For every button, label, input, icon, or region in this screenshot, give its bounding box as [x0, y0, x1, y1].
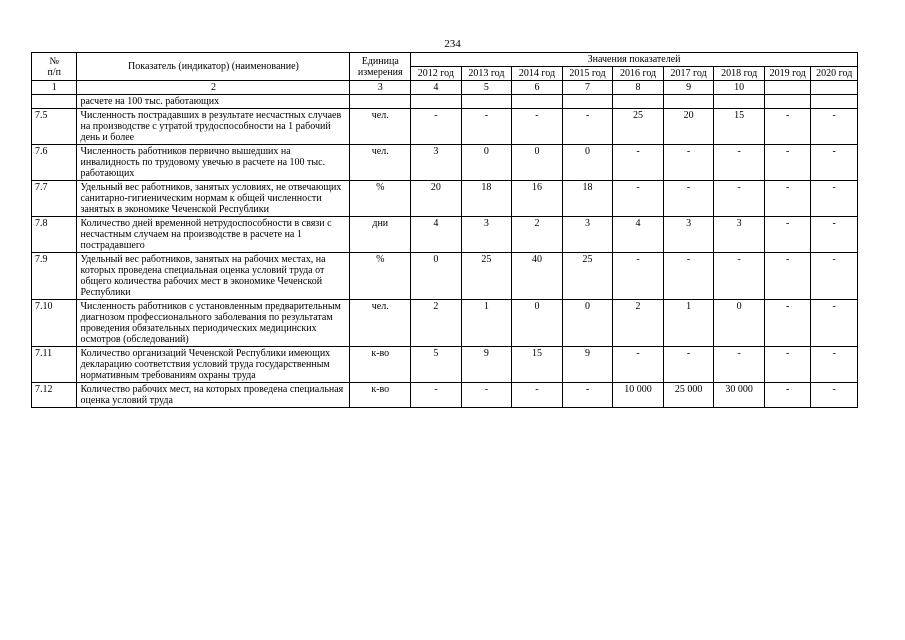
row-number: 7.12: [32, 383, 77, 408]
row-value: 0: [562, 145, 613, 181]
row-value: -: [613, 347, 664, 383]
column-number: 6: [512, 81, 563, 95]
column-number: 8: [613, 81, 664, 95]
row-value: 20: [663, 109, 714, 145]
row-value: -: [811, 217, 858, 253]
header-year: 2016 год: [613, 67, 664, 81]
column-number: 2: [77, 81, 350, 95]
table-row: [32, 145, 858, 181]
row-value: 25: [613, 109, 664, 145]
row-indicator-name: Численность пострадавших в результате несчастных случаев на производстве с утратой трудоспособности на 1 рабочий день и более: [77, 109, 350, 145]
row-unit: чел.: [350, 300, 411, 347]
header-year: 2020 год: [811, 67, 858, 81]
row-value: -: [764, 383, 811, 408]
row-value: -: [663, 145, 714, 181]
row-value: -: [562, 383, 613, 408]
indicators-table: [31, 52, 858, 408]
row-value: 25: [562, 253, 613, 300]
row-indicator-name: Удельный вес работников, занятых на рабочих местах, на которых проведена специальная оценка условий труда от общего количества рабочих мест в экономике Чеченской Республики: [77, 253, 350, 300]
row-value: 25: [461, 253, 512, 300]
row-value: -: [411, 109, 462, 145]
row-number: 7.6: [32, 145, 77, 181]
row-value: -: [764, 347, 811, 383]
column-number: [811, 81, 858, 95]
row-unit: к-во: [350, 383, 411, 408]
table-row: [32, 217, 858, 253]
row-value: -: [714, 145, 765, 181]
table-row: [32, 347, 858, 383]
row-number: 7.11: [32, 347, 77, 383]
row-value: 15: [512, 347, 563, 383]
row-value: -: [764, 300, 811, 347]
row-value: 18: [562, 181, 613, 217]
row-value: 30 000: [714, 383, 765, 408]
row-unit: чел.: [350, 109, 411, 145]
column-number: 1: [32, 81, 77, 95]
header-indicator: Показатель (индикатор) (наименование): [77, 53, 350, 81]
row-value: -: [811, 109, 858, 145]
header-unit: Единица измерения: [350, 53, 411, 81]
row-indicator-name: Удельный вес работников, занятых условиях, не отвечающих санитарно-гигиеническим нормам к общей численности занятых в экономике Чеченской Республики: [77, 181, 350, 217]
column-numbers-row: [32, 81, 858, 95]
row-indicator-name: Количество рабочих мест, на которых проведена специальная оценка условий труда: [77, 383, 350, 408]
row-value: -: [764, 217, 811, 253]
row-number: 7.9: [32, 253, 77, 300]
header-num: № п/п: [32, 53, 77, 81]
row-value: 0: [562, 300, 613, 347]
row-value: 3: [714, 217, 765, 253]
row-value: 4: [411, 217, 462, 253]
row-value: -: [811, 383, 858, 408]
row-value: -: [562, 109, 613, 145]
row-value: 16: [512, 181, 563, 217]
header-year: 2015 год: [562, 67, 613, 81]
row-value: 9: [562, 347, 613, 383]
row-value: 0: [461, 145, 512, 181]
row-value: 1: [663, 300, 714, 347]
table-row: [32, 181, 858, 217]
header-row-1: [32, 53, 858, 67]
column-number: 7: [562, 81, 613, 95]
header-year: 2019 год: [764, 67, 811, 81]
header-year: 2017 год: [663, 67, 714, 81]
column-number: [764, 81, 811, 95]
row-number: 7.10: [32, 300, 77, 347]
row-value: -: [613, 145, 664, 181]
row-value: 3: [411, 145, 462, 181]
table-row: [32, 109, 858, 145]
row-value: 0: [512, 145, 563, 181]
row-value: -: [714, 347, 765, 383]
row-value: -: [811, 181, 858, 217]
row-value: -: [811, 253, 858, 300]
row-value: -: [764, 181, 811, 217]
page-number: 234: [444, 38, 461, 50]
row-value: 2: [613, 300, 664, 347]
row-value: -: [764, 145, 811, 181]
row-unit: дни: [350, 217, 411, 253]
row-value: 9: [461, 347, 512, 383]
row-value: -: [811, 300, 858, 347]
row-value: 10 000: [613, 383, 664, 408]
row-value: 20: [411, 181, 462, 217]
header-year: 2014 год: [512, 67, 563, 81]
row-indicator-name: Численность работников с установленным предварительным диагнозом профессионального заболевания по результатам проведения обязательных периодических медицинских осмотров (обследований): [77, 300, 350, 347]
table-row: [32, 383, 858, 408]
row-value: 3: [461, 217, 512, 253]
row-value: -: [512, 383, 563, 408]
row-value: 18: [461, 181, 512, 217]
row-value: 0: [714, 300, 765, 347]
row-value: -: [461, 109, 512, 145]
continuation-text: расчете на 100 тыс. работающих: [77, 95, 350, 109]
row-value: -: [811, 347, 858, 383]
table-row: [32, 300, 858, 347]
row-value: 2: [411, 300, 462, 347]
continuation-row: [32, 95, 858, 109]
column-number: 9: [663, 81, 714, 95]
header-year: 2018 год: [714, 67, 765, 81]
row-value: -: [411, 383, 462, 408]
header-year: 2012 год: [411, 67, 462, 81]
table-row: [32, 253, 858, 300]
row-number: 7.5: [32, 109, 77, 145]
row-value: -: [663, 253, 714, 300]
row-value: 2: [512, 217, 563, 253]
row-value: 4: [613, 217, 664, 253]
row-value: -: [512, 109, 563, 145]
row-value: -: [613, 253, 664, 300]
row-value: 25 000: [663, 383, 714, 408]
row-value: -: [764, 109, 811, 145]
header-values-group: Значения показателей: [411, 53, 858, 67]
row-value: -: [663, 347, 714, 383]
row-number: 7.8: [32, 217, 77, 253]
row-unit: %: [350, 253, 411, 300]
column-number: 5: [461, 81, 512, 95]
column-number: 3: [350, 81, 411, 95]
column-number: 10: [714, 81, 765, 95]
row-unit: чел.: [350, 145, 411, 181]
row-unit: %: [350, 181, 411, 217]
header-year: 2013 год: [461, 67, 512, 81]
row-value: 1: [461, 300, 512, 347]
row-value: -: [714, 181, 765, 217]
row-value: -: [613, 181, 664, 217]
row-value: 3: [562, 217, 613, 253]
row-indicator-name: Численность работников первично вышедших на инвалидность по трудовому увечью в расчете на 100 тыс. работающих: [77, 145, 350, 181]
row-value: -: [811, 145, 858, 181]
row-unit: к-во: [350, 347, 411, 383]
row-value: -: [461, 383, 512, 408]
row-indicator-name: Количество дней временной нетрудоспособности в связи с несчастным случаем на производстве в расчете на 1 пострадавшего: [77, 217, 350, 253]
row-indicator-name: Количество организаций Чеченской Республики имеющих декларацию соответствия условий труда государственным нормативным требованиям охраны труда: [77, 347, 350, 383]
row-value: -: [764, 253, 811, 300]
row-value: 15: [714, 109, 765, 145]
row-value: 3: [663, 217, 714, 253]
row-value: 0: [411, 253, 462, 300]
row-value: 40: [512, 253, 563, 300]
row-value: 5: [411, 347, 462, 383]
row-number: 7.7: [32, 181, 77, 217]
row-value: -: [663, 181, 714, 217]
row-value: -: [714, 253, 765, 300]
column-number: 4: [411, 81, 462, 95]
row-value: 0: [512, 300, 563, 347]
